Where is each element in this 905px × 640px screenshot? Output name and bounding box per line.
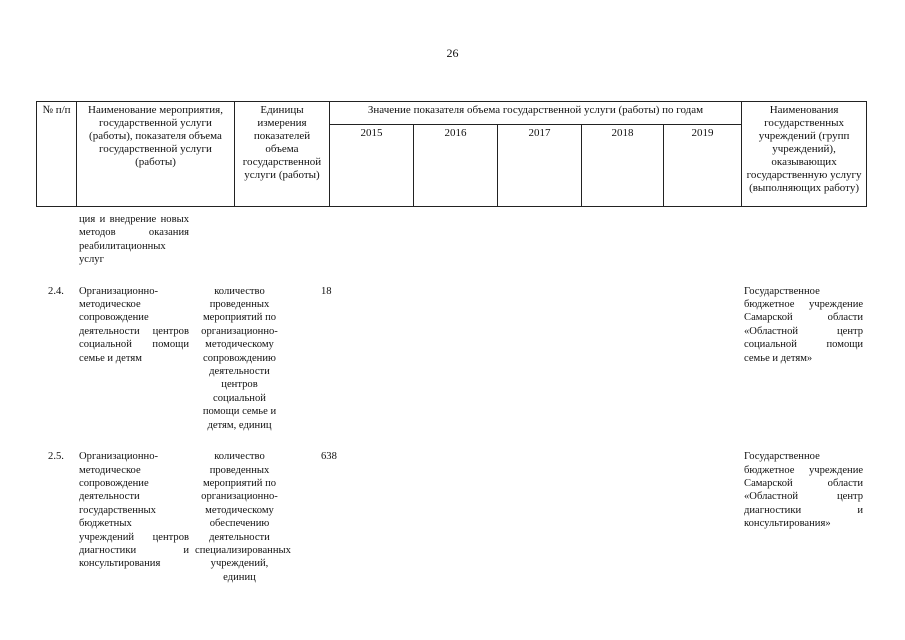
header-year-2016: 2016: [414, 125, 498, 207]
header-value-group: Значение показателя объема государственной услуги (работы) по годам: [330, 102, 742, 125]
table-body: [36, 207, 866, 584]
header-year-2019: 2019: [664, 125, 742, 207]
document-sheet: [36, 101, 866, 584]
row-unit: количество проведенных мероприятий по организационно-методическому сопровождению деятельности центров социальной помощи семье и детям, единиц: [201, 285, 278, 431]
row-name: Организационно-методическое сопровождение деятельности государственных бюджетных учреждений центров диагностики и консультирования: [79, 451, 189, 570]
row-value-2015: 18: [321, 285, 332, 297]
table-header: [36, 101, 867, 207]
table-row: [36, 450, 866, 584]
header-year-2017: 2017: [498, 125, 582, 207]
row-unit: количество проведенных мероприятий по организационно-методическому обеспечению деятельности специализированных учреждений, единиц: [195, 451, 291, 583]
header-year-2015: 2015: [330, 125, 414, 207]
page-number: 26: [446, 46, 459, 60]
header-org: Наименования государственных учреждений (групп учреждений), оказывающих государственную услугу (выполняющих работу): [742, 102, 867, 207]
row-name: Организационно-методическое сопровождение деятельности центров социальной помощи семье и детям: [79, 285, 189, 364]
continuation-text: ция и внедрение новых методов оказания реабилитационных услуг: [79, 214, 189, 266]
header-num: № п/п: [37, 102, 77, 207]
header-unit: Единицы измерения показателей объема государственной услуги (работы): [235, 102, 330, 207]
row-org: Государственное бюджетное учреждение Самарской области «Областной центр диагностики и консультирования»: [744, 451, 864, 530]
row-org: Государственное бюджетное учреждение Самарской области «Областной центр социальной помощи семье и детям»: [744, 285, 864, 364]
row-num: 2.5.: [48, 451, 64, 463]
table-row: [36, 285, 866, 432]
row-value-2015: 638: [321, 451, 337, 463]
row-num: 2.4.: [48, 285, 64, 297]
header-year-2018: 2018: [582, 125, 664, 207]
header-name: Наименование мероприятия, государственной услуги (работы), показателя объема государственной услуги (работы): [77, 102, 235, 207]
continuation-row: [36, 207, 866, 267]
